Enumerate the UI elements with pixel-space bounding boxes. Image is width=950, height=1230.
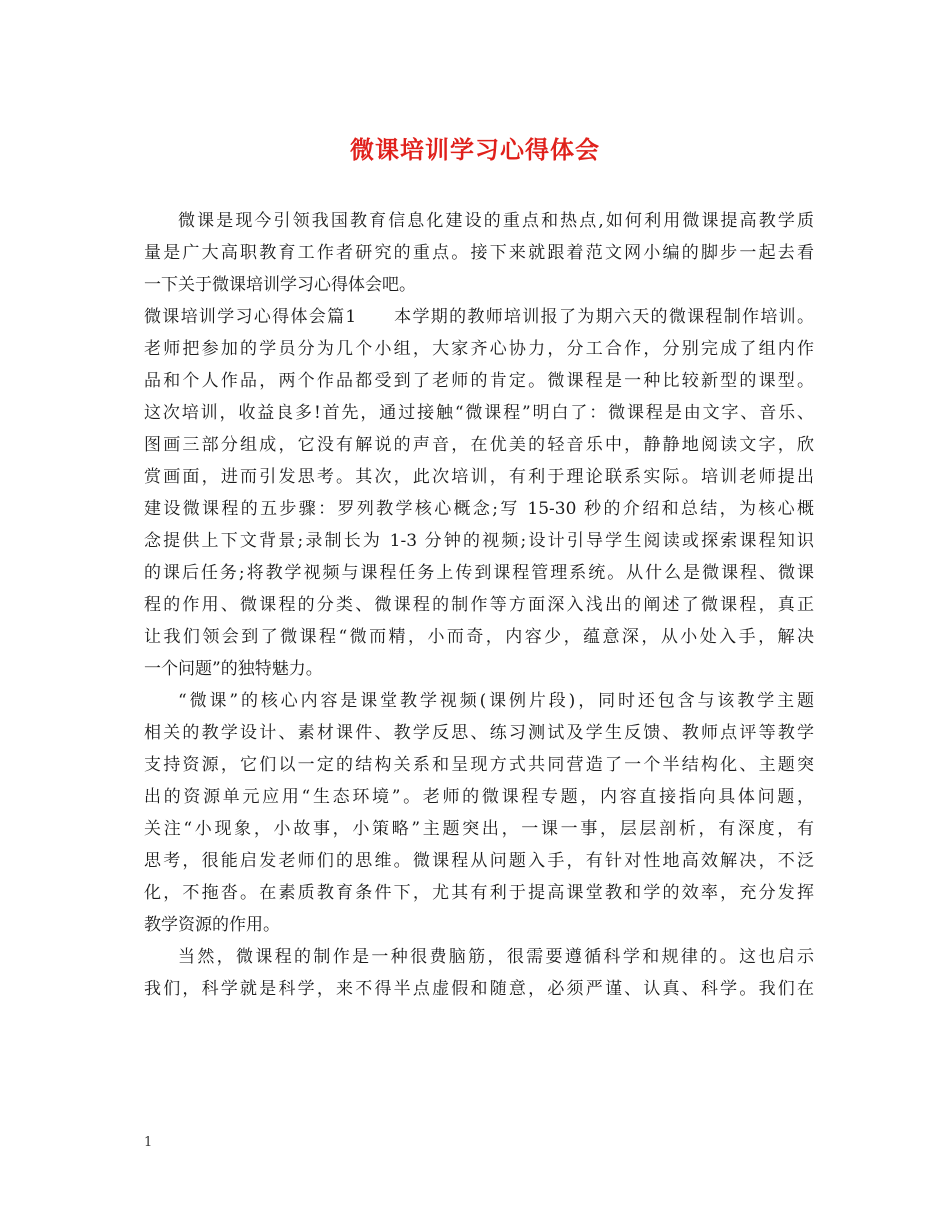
text-line: “微课”的核心内容是课堂教学视频(课例片段)，同时还包含与该教学主题 [178,691,814,711]
document-title: 微课培训学习心得体会 [350,135,600,164]
text-line: 品和个人作品，两个作品都受到了老师的肯定。微课程是一种比较新型的课型。 [144,371,814,391]
text-line: 微课是现今引领我国教育信息化建设的重点和热点,如何利用微课提高教学质 [178,211,814,231]
text-line: 程的作用、微课程的分类、微课程的制作等方面深入浅出的阐述了微课程，真正 [144,595,814,615]
text-line: 化，不拖沓。在素质教育条件下，尤其有利于提高课堂教和学的效率，充分发挥 [144,883,814,903]
text-line: 量是广大高职教育工作者研究的重点。接下来就跟着范文网小编的脚步一起去看 [144,243,814,263]
text-line: 老师把参加的学员分为几个小组，大家齐心协力，分工合作，分别完成了组内作 [144,339,814,359]
text-line: 建设微课程的五步骤：罗列教学核心概念;写 15-30 秒的介绍和总结，为核心概 [144,499,814,519]
text-line: 的课后任务;将教学视频与课程任务上传到课程管理系统。从什么是微课程、微课 [144,563,814,583]
text-line: 让我们领会到了微课程“微而精，小而奇，内容少，蕴意深，从小处入手，解决 [144,627,814,647]
page-number: 1 [144,1135,153,1150]
text-line: 当然，微课程的制作是一种很费脑筋，很需要遵循科学和规律的。这也启示 [178,947,814,967]
text-line: 我们，科学就是科学，来不得半点虚假和随意，必须严谨、认真、科学。我们在 [144,979,814,999]
text-line: 微课培训学习心得体会篇1 本学期的教师培训报了为期六天的微课程制作培训。 [144,307,814,327]
document-body [144,205,814,1005]
text-line: 一个问题”的独特魅力。 [144,659,323,679]
text-line: 这次培训，收益良多!首先，通过接触“微课程”明白了：微课程是由文字、音乐、 [144,403,814,423]
text-line: 赏画面，进而引发思考。其次，此次培训，有利于理论联系实际。培训老师提出 [144,467,814,487]
text-line: 相关的教学设计、素材课件、教学反思、练习测试及学生反馈、教师点评等教学 [144,723,814,743]
text-line: 念提供上下文背景;录制长为 1-3 分钟的视频;设计引导学生阅读或探索课程知识 [144,531,814,551]
text-line: 支持资源，它们以一定的结构关系和呈现方式共同营造了一个半结构化、主题突 [144,755,814,775]
text-line: 关注“小现象，小故事，小策略”主题突出，一课一事，层层剖析，有深度，有 [144,819,814,839]
text-line: 教学资源的作用。 [144,915,280,935]
text-line: 一下关于微课培训学习心得体会吧。 [144,275,416,295]
text-line: 出的资源单元应用“生态环境”。老师的微课程专题，内容直接指向具体问题， [144,787,814,807]
text-line: 图画三部分组成，它没有解说的声音，在优美的轻音乐中，静静地阅读文字，欣 [144,435,814,455]
text-line: 思考，很能启发老师们的思维。微课程从问题入手，有针对性地高效解决，不泛 [144,851,814,871]
